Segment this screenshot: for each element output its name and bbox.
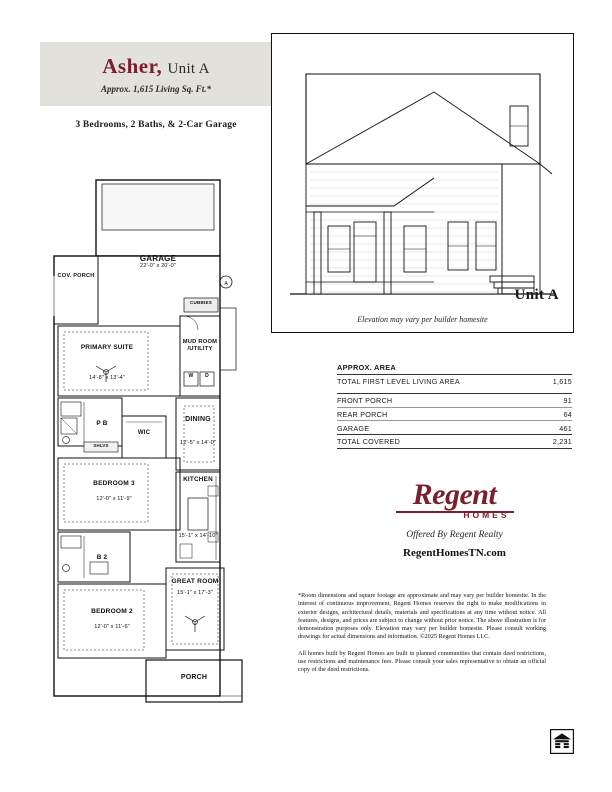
area-row-label: REAR PORCH bbox=[337, 409, 388, 419]
appliance-label-dryer: D bbox=[205, 373, 209, 379]
brand-logo-block bbox=[337, 480, 572, 559]
area-row bbox=[337, 374, 572, 388]
area-table-heading: APPROX. AREA bbox=[337, 363, 396, 372]
website-url[interactable]: RegentHomesTN.com bbox=[403, 546, 506, 559]
room-label-wic: WIC bbox=[137, 430, 151, 436]
area-row-label: FRONT PORCH bbox=[337, 395, 393, 405]
plan-title bbox=[102, 54, 210, 79]
appliance-label-washer: W bbox=[188, 373, 194, 379]
brand-subtitle: HOMES bbox=[463, 509, 510, 520]
area-row-value: 1,615 bbox=[552, 377, 572, 387]
room-label-great-room: GREAT ROOM 15'-1" x 17'-3" bbox=[171, 578, 219, 596]
room-label-garage: GARAGE 22'-0" x 20'-0" bbox=[139, 254, 177, 270]
area-row-value: 91 bbox=[563, 395, 572, 405]
area-row-value: 461 bbox=[559, 423, 572, 433]
room-label-bedroom-2: BEDROOM 2 12'-0" x 11'-6" bbox=[91, 608, 133, 630]
area-row-label: TOTAL COVERED bbox=[337, 437, 401, 447]
area-row-total bbox=[337, 434, 572, 449]
room-label-primary-bath: P B bbox=[96, 420, 108, 427]
room-label-bedroom-3: BEDROOM 3 12'-0" x 11'-9" bbox=[93, 480, 135, 502]
beds-baths-garage: 3 Bedrooms, 2 Baths, & 2-Car Garage bbox=[75, 120, 237, 130]
regent-logo bbox=[396, 480, 514, 520]
plan-approx-sqft: Approx. 1,615 Living Sq. Ft.* bbox=[100, 84, 211, 94]
label-shelves: SHLVS bbox=[93, 443, 109, 448]
elevation-caption: Elevation may vary per builder homesite bbox=[357, 315, 488, 324]
area-table bbox=[337, 363, 572, 449]
elevation-drawing bbox=[284, 46, 561, 308]
area-row-value: 2,231 bbox=[552, 437, 572, 447]
floor-plan bbox=[34, 176, 284, 736]
room-label-porch: PORCH bbox=[180, 674, 208, 681]
room-label-primary-suite: PRIMARY SUITE 14'-8" x 13'-4" bbox=[80, 344, 134, 382]
equal-housing-opportunity-icon bbox=[550, 729, 574, 754]
plan-name: Asher, bbox=[102, 54, 163, 78]
svg-text:A: A bbox=[224, 281, 228, 287]
unit-badge: Unit A bbox=[514, 287, 559, 303]
area-row-label: TOTAL FIRST LEVEL LIVING AREA bbox=[337, 377, 460, 387]
area-row-value: 64 bbox=[563, 409, 572, 419]
area-row bbox=[337, 420, 572, 434]
room-label-mud-utility: MUD ROOM /UTILITY bbox=[182, 339, 218, 352]
room-label-dining: DINING 12'-5" x 14'-0" bbox=[180, 416, 216, 447]
offered-by: Offered By Regent Realty bbox=[406, 529, 503, 540]
plan-unit: Unit A bbox=[167, 61, 210, 77]
room-label-cov-porch: COV. PORCH bbox=[57, 273, 95, 279]
disclaimer-paragraph-2: All homes built by Regent Homes are built in planned communities that contain deed restrictions, use restrictions and maintenance fees. Please consult your sales representative to obtain an official copy of the deed restrictions. bbox=[298, 649, 546, 673]
area-row bbox=[337, 393, 572, 407]
area-row bbox=[337, 407, 572, 421]
room-label-cubbies: CUBBIES bbox=[189, 300, 213, 305]
title-block bbox=[40, 42, 272, 106]
area-row-label: GARAGE bbox=[337, 423, 370, 433]
brand-name: Regent bbox=[412, 478, 497, 511]
room-label-kitchen: KITCHEN 15'-1" x 14'-10" bbox=[178, 476, 218, 540]
disclaimer bbox=[298, 592, 546, 682]
room-label-bath-2: B 2 bbox=[96, 554, 108, 561]
elevation-panel bbox=[271, 33, 574, 333]
disclaimer-paragraph-1: *Room dimensions and square footage are approximate and may vary per builder homesite. In the interest of continuous improvement, Regent Homes reserves the right to make modifications in exterior designs, architectural details, materials and specifications at any time without notice. All features, designs, and prices are subject to change without prior notice. The above illustration is for demonstration purposes only. Elevation may vary per builder homesite. Please consult working drawings for actual dimensions and information. ©2025 Regent Homes LLC. bbox=[298, 592, 546, 641]
elevation-svg bbox=[284, 46, 561, 308]
